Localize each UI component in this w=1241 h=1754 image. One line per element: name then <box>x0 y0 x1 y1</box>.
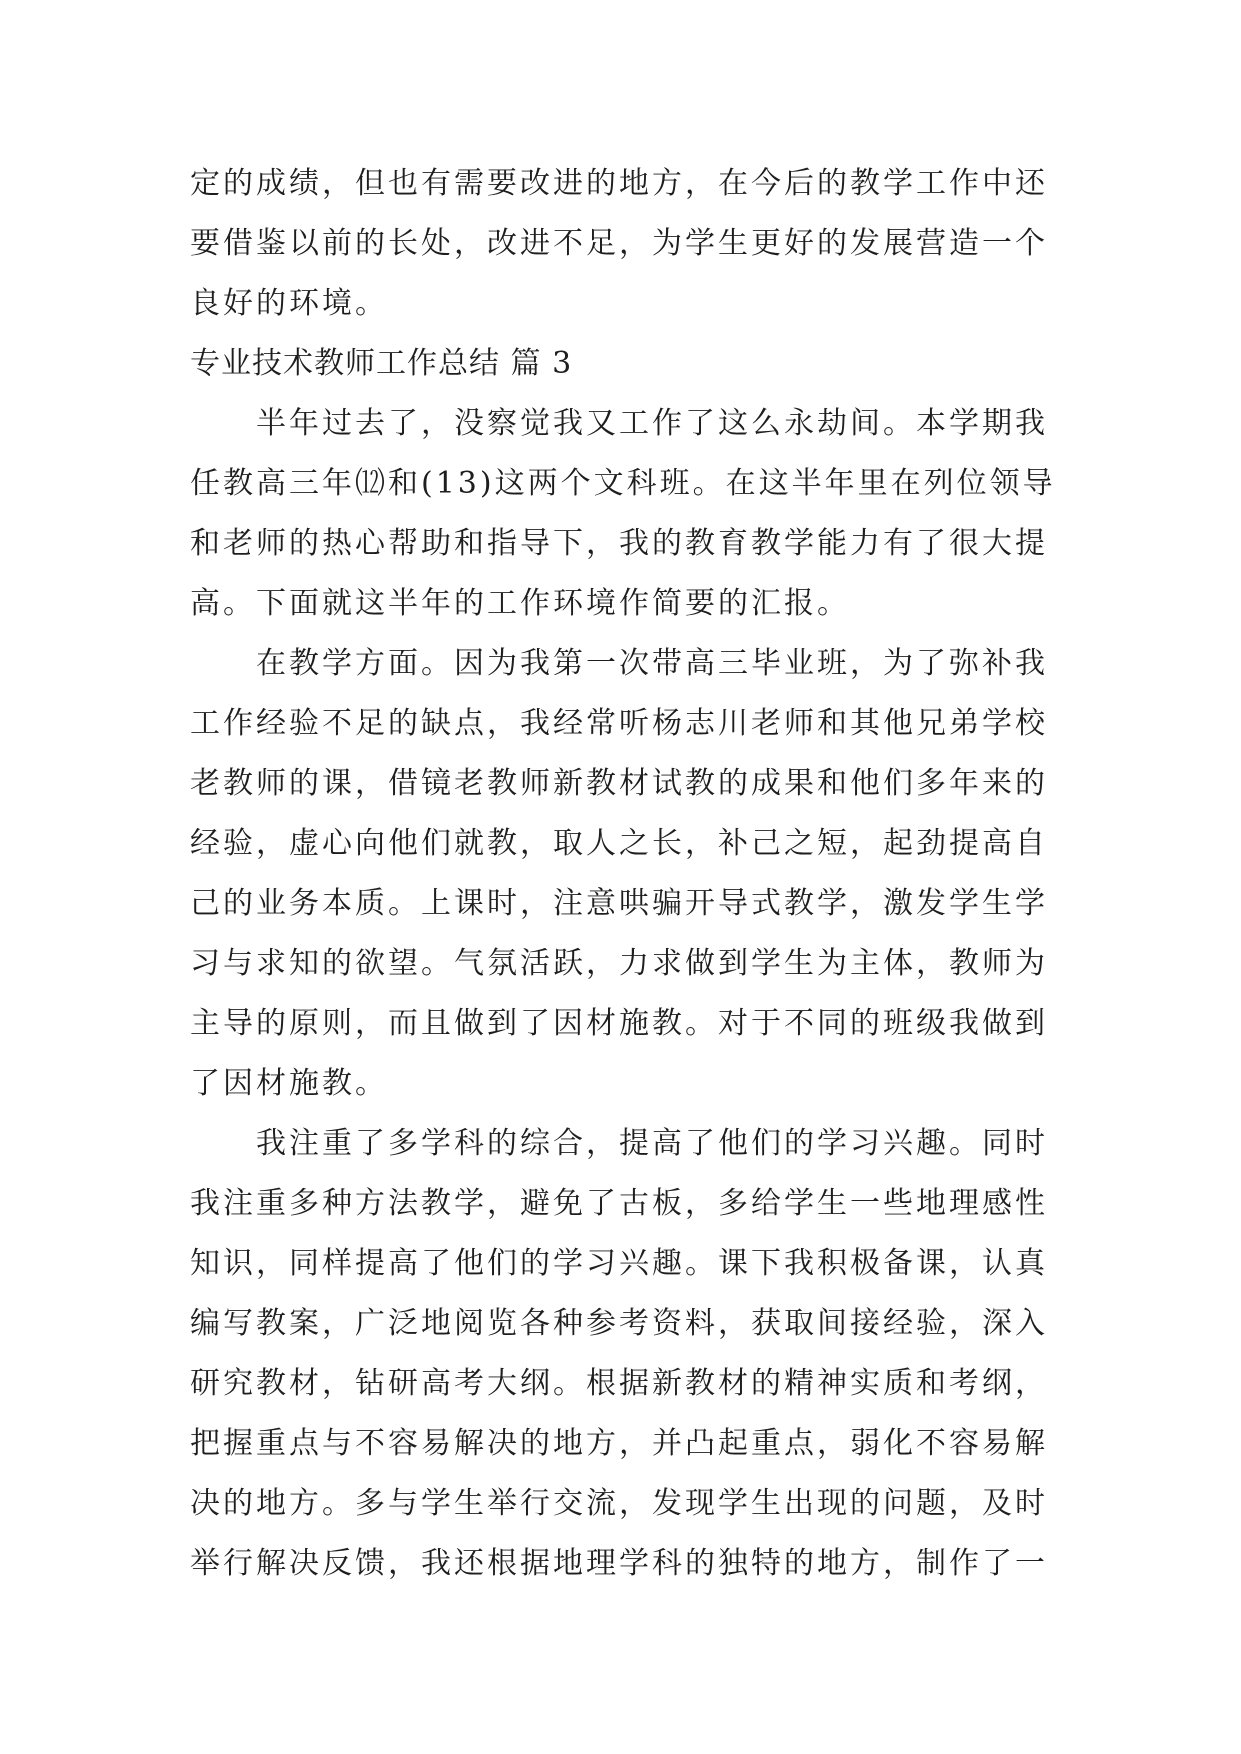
text-line: 要借鉴以前的长处，改进不足，为学生更好的发展营造一个 <box>190 226 1048 261</box>
text-line: 高。下面就这半年的工作环境作简要的汇报。 <box>190 586 850 621</box>
text-line: 主导的原则，而且做到了因材施教。对于不同的班级我做到 <box>190 1006 1048 1041</box>
document-body <box>190 154 1070 1594</box>
text-line: 习与求知的欲望。气氛活跃，力求做到学生为主体，教师为 <box>190 946 1048 981</box>
text-line: 定的成绩，但也有需要改进的地方，在今后的教学工作中还 <box>190 166 1048 201</box>
text-line: 举行解决反馈，我还根据地理学科的独特的地方，制作了一 <box>190 1546 1048 1581</box>
text-line: 在教学方面。因为我第一次带高三毕业班，为了弥补我 <box>256 646 1048 681</box>
text-line: 编写教案，广泛地阅览各种参考资料，获取间接经验，深入 <box>190 1306 1048 1341</box>
text-line: 我注重了多学科的综合，提高了他们的学习兴趣。同时 <box>256 1126 1048 1161</box>
text-line: 老教师的课，借镜老教师新教材试教的成果和他们多年来的 <box>190 766 1048 801</box>
text-line: 知识，同样提高了他们的学习兴趣。课下我积极备课，认真 <box>190 1246 1048 1281</box>
text-line: 良好的环境。 <box>190 286 388 321</box>
text-line: 了因材施教。 <box>190 1066 388 1101</box>
text-line: 把握重点与不容易解决的地方，并凸起重点，弱化不容易解 <box>190 1426 1048 1461</box>
text-line: 我注重多种方法教学，避免了古板，多给学生一些地理感性 <box>190 1186 1048 1221</box>
text-line: 半年过去了，没察觉我又工作了这么永劫间。本学期我 <box>256 406 1048 441</box>
text-line: 任教高三年⑿和(13)这两个文科班。在这半年里在列位领导 <box>190 466 1056 501</box>
text-line: 研究教材，钻研高考大纲。根据新教材的精神实质和考纲， <box>190 1366 1048 1401</box>
text-line: 和老师的热心帮助和指导下，我的教育教学能力有了很大提 <box>190 526 1048 561</box>
text-line: 工作经验不足的缺点，我经常听杨志川老师和其他兄弟学校 <box>190 706 1048 741</box>
text-line: 己的业务本质。上课时，注意哄骗开导式教学，激发学生学 <box>190 886 1048 921</box>
text-line: 决的地方。多与学生举行交流，发现学生出现的问题，及时 <box>190 1486 1048 1521</box>
text-line: 经验，虚心向他们就教，取人之长，补己之短，起劲提高自 <box>190 826 1048 861</box>
section-heading: 专业技术教师工作总结 篇 3 <box>190 346 573 381</box>
